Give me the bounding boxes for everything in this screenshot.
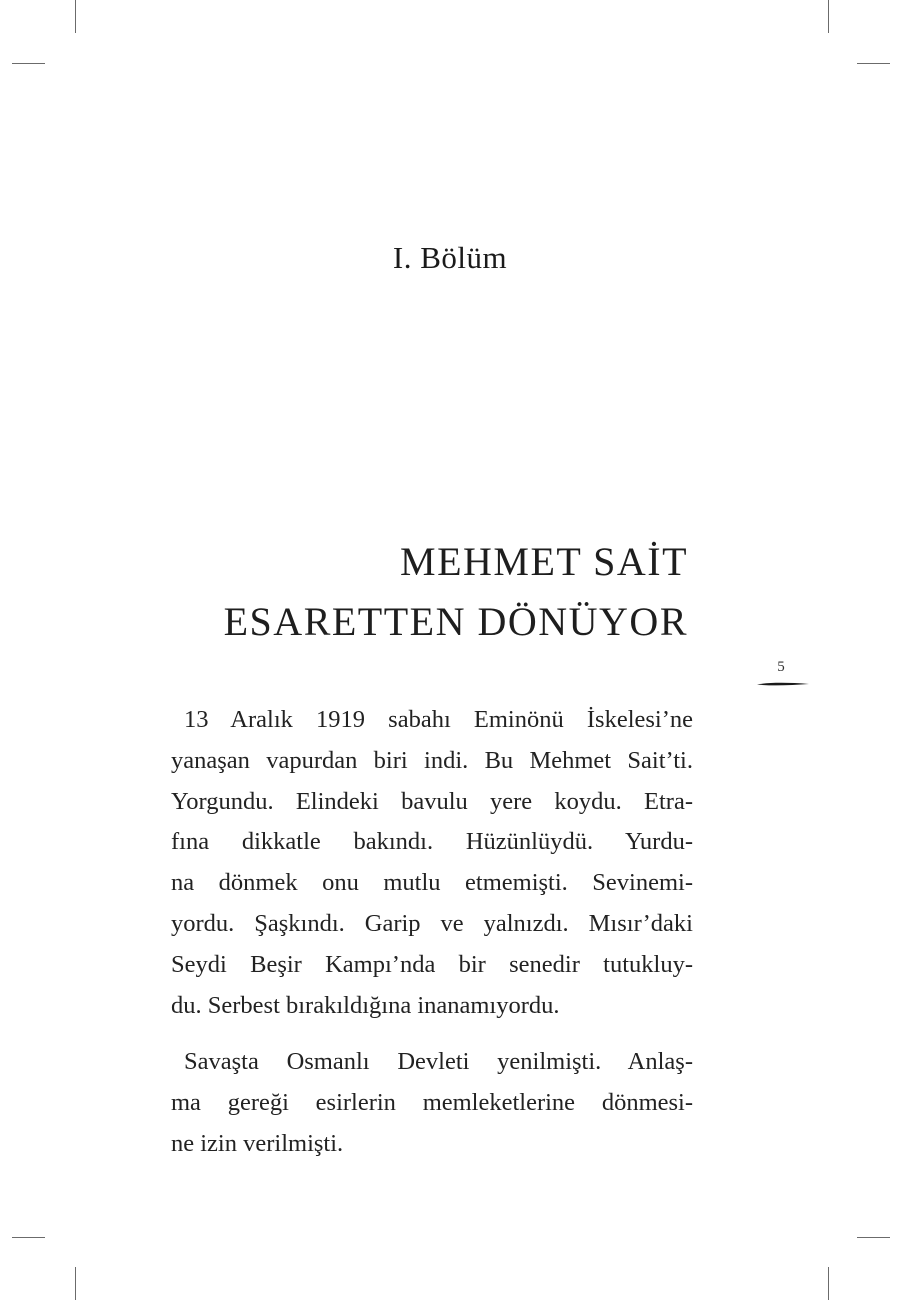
crop-mark-bottom-right-horizontal	[857, 1237, 890, 1238]
chapter-title-line-1: MEHMET SAİT	[400, 539, 688, 584]
text-line: 13 Aralık 1919 sabahı Eminönü İskelesi’ne	[184, 706, 693, 733]
text-line: du. Serbest bırakıldığına inanamıyordu.	[171, 991, 560, 1019]
crop-mark-top-left	[75, 0, 76, 33]
text-line: fına dikkatle bakındı. Hüzünlüydü. Yurdu-	[171, 828, 693, 856]
paragraph	[171, 1042, 693, 1164]
crop-mark-bottom-left	[75, 1267, 76, 1300]
chapter-title-line-2: ESARETTEN DÖNÜYOR	[223, 599, 688, 644]
text-line: ne izin verilmişti.	[171, 1129, 344, 1157]
brush-stroke-ornament	[757, 681, 809, 687]
text-line: na dönmek onu mutlu etmemişti. Sevinemi-	[171, 869, 693, 897]
text-line: yanaşan vapurdan biri indi. Bu Mehmet Sait’ti.	[171, 746, 693, 774]
text-line: ma gereği esirlerin memleketlerine dönmesi-	[171, 1089, 693, 1117]
chapter-heading: I. Bölüm	[392, 240, 508, 275]
text-line: Seydi Beşir Kampı’nda bir senedir tutukluy-	[171, 950, 693, 978]
crop-mark-bottom-right	[828, 1267, 829, 1300]
body-text	[171, 700, 693, 1181]
paragraph	[171, 700, 693, 1026]
crop-mark-top-right	[828, 0, 829, 33]
crop-mark-top-right-horizontal	[857, 63, 890, 64]
crop-mark-bottom-left-horizontal	[12, 1237, 45, 1238]
page-number: 5	[777, 659, 785, 675]
text-line: yordu. Şaşkındı. Garip ve yalnızdı. Mısır’daki	[171, 909, 693, 937]
text-line: Yorgundu. Elindeki bavulu yere koydu. Etra-	[171, 787, 693, 815]
crop-mark-top-left-horizontal	[12, 63, 45, 64]
chapter-title	[224, 532, 688, 652]
text-line: Savaşta Osmanlı Devleti yenilmişti. Anlaş-	[184, 1048, 693, 1076]
